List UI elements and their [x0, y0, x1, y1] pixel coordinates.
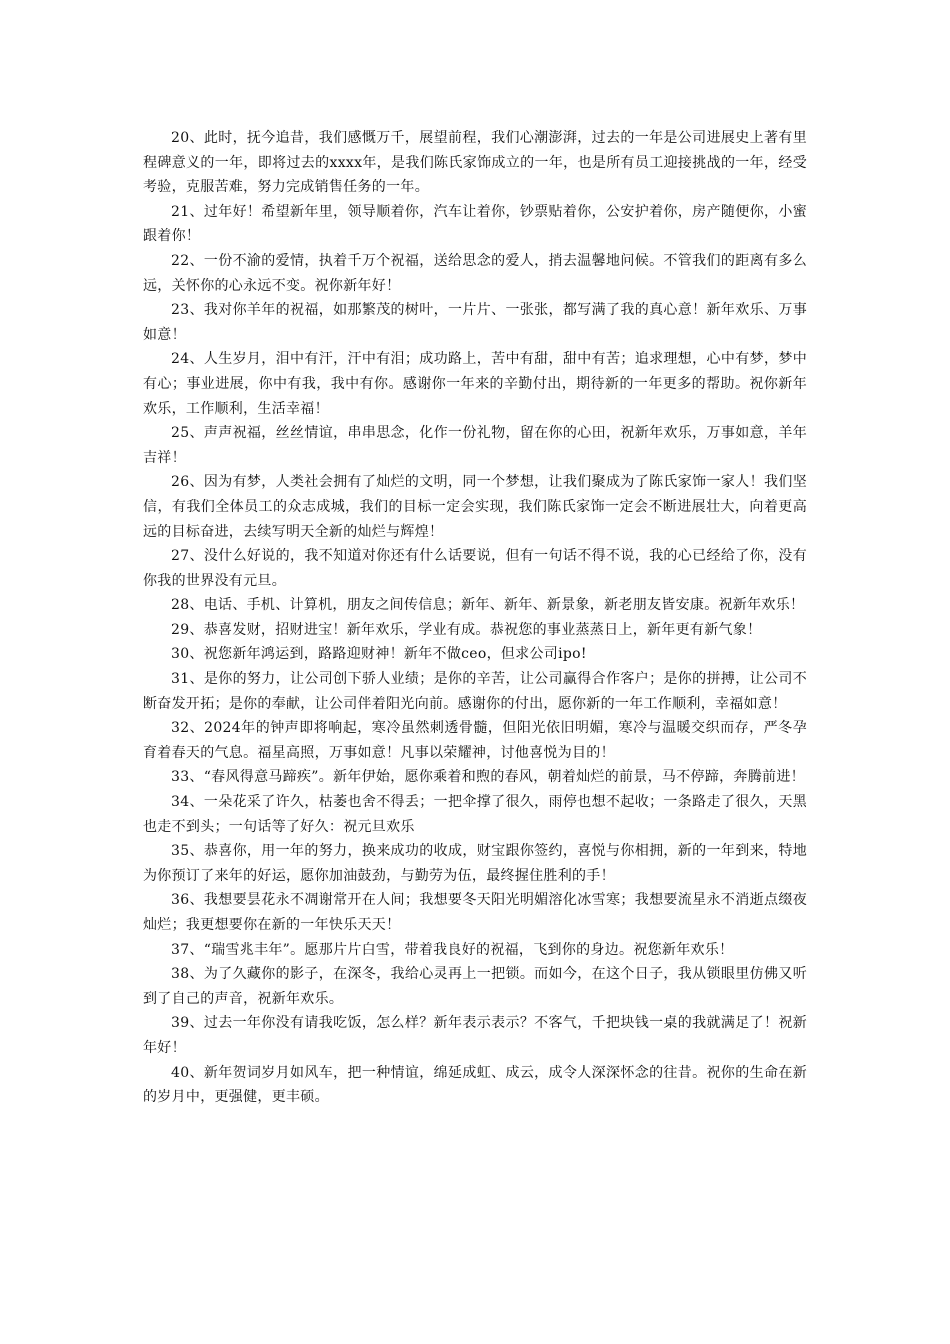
- paragraph-38: 38、为了久藏你的影子，在深冬，我给心灵再上一把锁。而如今，在这个日子，我从锁眼里仿佛又听到了自己的声音，祝新年欢乐。: [143, 966, 807, 1007]
- document-body: [143, 126, 807, 1110]
- paragraph-36: 36、我想要昙花永不凋谢常开在人间；我想要冬天阳光明媚溶化冰雪寒；我想要流星永不消逝点缀夜灿烂；我更想要你在新的一年快乐天天！: [143, 892, 807, 933]
- paragraph-23: 23、我对你羊年的祝福，如那繁茂的树叶，一片片、一张张，都写满了我的真心意！新年欢乐、万事如意！: [143, 302, 807, 343]
- paragraph-24: 24、人生岁月，泪中有汗，汗中有泪；成功路上，苦中有甜，甜中有苦；追求理想，心中有梦，梦中有心；事业进展，你中有我，我中有你。感谢你一年来的辛勤付出，期待新的一年更多的帮助。祝你新年欢乐，工作顺利，生活幸福！: [143, 351, 807, 417]
- paragraph-31: 31、是你的努力，让公司创下骄人业绩；是你的辛苦，让公司赢得合作客户；是你的拼搏，让公司不断奋发开拓；是你的奉献，让公司伴着阳光向前。感谢你的付出，愿你新的一年工作顺利，幸福如意！: [143, 671, 807, 712]
- paragraph-26: 26、因为有梦，人类社会拥有了灿烂的文明，同一个梦想，让我们聚成为了陈氏家饰一家人！我们坚信，有我们全体员工的众志成城，我们的目标一定会实现，我们陈氏家饰一定会不断进展壮大，向着更高远的目标奋进，去续写明天全新的灿烂与辉煌！: [143, 474, 807, 540]
- paragraph-34: 34、一朵花采了许久，枯萎也舍不得丢；一把伞撑了很久，雨停也想不起收；一条路走了很久，天黑也走不到头；一句话等了好久：祝元旦欢乐: [143, 794, 807, 835]
- paragraph-37: 37、“瑞雪兆丰年”。愿那片片白雪，带着我良好的祝福，飞到你的身边。祝您新年欢乐！: [171, 941, 734, 958]
- paragraph-39: 39、过去一年你没有请我吃饭，怎么样？新年表示表示？不客气，千把块钱一桌的我就满足了！祝新年好！: [143, 1015, 807, 1056]
- paragraph-29: 29、恭喜发财，招财进宝！新年欢乐，学业有成。恭祝您的事业蒸蒸日上，新年更有新气象！: [171, 621, 762, 638]
- paragraph-27: 27、没什么好说的，我不知道对你还有什么话要说，但有一句话不得不说，我的心已经给了你，没有你我的世界没有元旦。: [143, 548, 807, 589]
- paragraph-22: 22、一份不渝的爱情，执着千万个祝福，送给思念的爱人，捎去温馨地问候。不管我们的距离有多么远，关怀你的心永远不变。祝你新年好！: [143, 252, 807, 294]
- paragraph-33: 33、“春风得意马蹄疾”。新年伊始，愿你乘着和煦的春风，朝着灿烂的前景，马不停蹄，奔腾前进！: [171, 769, 805, 786]
- paragraph-30: 30、祝您新年鸿运到，路路迎财神！新年不做ceo，但求公司ipo!: [171, 646, 587, 663]
- paragraph-35: 35、恭喜你，用一年的努力，换来成功的收成，财宝跟你签约，喜悦与你相拥，新的一年到来，特地为你预订了来年的好运，愿你加油鼓劲，与勤劳为伍，最终握住胜利的手！: [143, 843, 807, 884]
- paragraph-32: 32、2024年的钟声即将响起，寒冷虽然刺透骨髓，但阳光依旧明媚，寒冷与温暖交织而存，严冬孕育着春天的气息。福星高照，万事如意！凡事以荣耀神，讨他喜悦为目的！: [143, 720, 807, 761]
- paragraph-28: 28、电话、手机、计算机，朋友之间传信息；新年、新年、新景象，新老朋友皆安康。祝新年欢乐！: [171, 597, 805, 614]
- paragraph-20: 20、此时，抚今追昔，我们感慨万千，展望前程，我们心潮澎湃，过去的一年是公司进展史上著有里程碑意义的一年，即将过去的xxxx年，是我们陈氏家饰成立的一年，也是所有员工迎接挑战的一年，经受考验，克服苦难，努力完成销售任务的一年。: [143, 130, 807, 196]
- paragraph-40: 40、新年贺词岁月如风车，把一种情谊，绵延成虹、成云，成令人深深怀念的往昔。祝你的生命在新的岁月中，更强健，更丰硕。: [143, 1064, 807, 1106]
- paragraph-25: 25、声声祝福，丝丝情谊，串串思念，化作一份礼物，留在你的心田，祝新年欢乐，万事如意，羊年吉祥！: [143, 425, 807, 466]
- paragraph-21: 21、过年好！希望新年里，领导顺着你，汽车让着你，钞票贴着你，公安护着你，房产随便你，小蜜跟着你！: [143, 203, 807, 245]
